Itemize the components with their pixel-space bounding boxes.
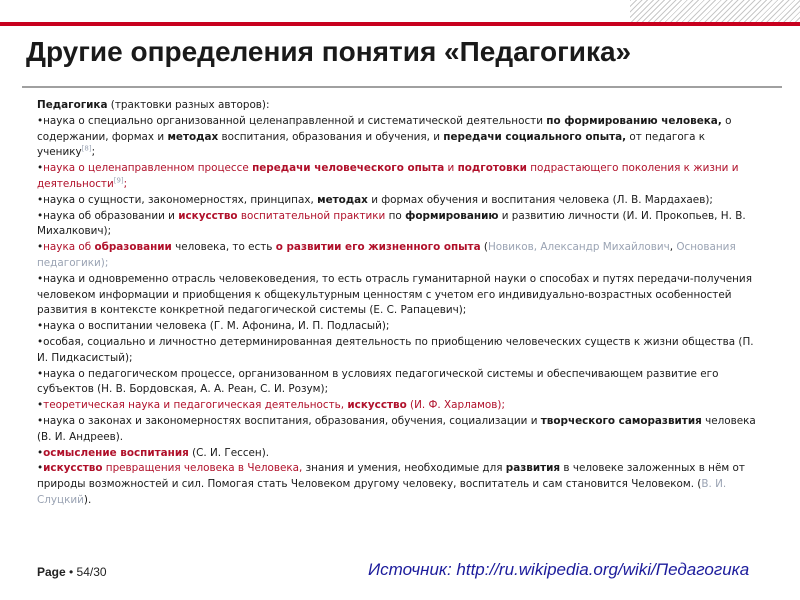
def1-bold-d: методах [167, 130, 219, 143]
page-label: Page [37, 565, 66, 579]
def1-bold-b: по формированию человека, [546, 114, 722, 127]
def11-text-c: человека (В. И. Андреев). [37, 414, 756, 443]
def1-text-a: •наука о специально организованной целенаправленной и систематической деятельности [37, 114, 547, 127]
definition-13 [37, 461, 765, 508]
def2-bullet: • [37, 162, 44, 175]
definition-5 [37, 240, 765, 272]
title-divider [22, 86, 782, 88]
def3-bold-b: методах [317, 193, 368, 206]
def1-text-e: воспитания, образования и обучения, и [218, 130, 444, 143]
definition-3 [37, 193, 765, 209]
def10-bullet: • [37, 399, 44, 412]
def1-text-g: от педагога к ученику [37, 130, 706, 159]
def12-bullet: • [37, 446, 44, 459]
definition-7: •наука о воспитании человека (Г. М. Афонина, И. П. Подласый); [37, 320, 390, 333]
def5-text-d: человека, то есть [171, 241, 276, 254]
def4-text-f: и развитию личности (И. И. Прокопьев, Н. В. Михалкович); [37, 209, 746, 238]
def10-link-b[interactable]: теоретическая наука и педагогическая деятельность, [43, 399, 348, 412]
def4-link-b[interactable]: искусство [178, 209, 238, 222]
def5-link-c[interactable]: образовании [94, 241, 172, 254]
def12-link-b[interactable]: осмысление воспитания [43, 446, 189, 459]
page-value: • 54/30 [65, 565, 107, 579]
def11-bold-b: творческого саморазвития [540, 414, 702, 427]
def13-bullet: • [37, 462, 44, 475]
def13-text-d: знания и умения, необходимые для [302, 462, 506, 475]
definition-2 [37, 161, 765, 193]
def5-bullet: • [37, 241, 44, 254]
def13-text-f: в человеке заложенных в нём от природы возможностей и сил. Помогая стать Человеком другому человеку, воспитатель и сам становится Человеком. ( [37, 462, 745, 491]
definition-1 [37, 114, 765, 161]
definition-12 [37, 446, 765, 462]
def5-link-b[interactable]: наука об [43, 241, 95, 254]
definition-6: •наука и одновременно отрасль человековедения, то есть отрасль гуманитарной науки о способах и путях передачи-получения человеком информации и приобщения к общекультурным ценностям с учетом его индивидуально-возрастных особенностей развития в контексте конкретной педагогической системы (Е. С. Рапацевич); [37, 272, 752, 317]
intro-term: Педагогика [37, 99, 108, 111]
intro-line [37, 98, 765, 114]
def10-link-d[interactable]: (И. Ф. Харламов); [406, 399, 505, 412]
definition-11 [37, 414, 765, 446]
def1-text-h: ; [91, 146, 96, 159]
def5-link-e[interactable]: о развитии его жизненного опыта [275, 241, 481, 254]
slide-title: Другие определения понятия «Педагогика» [26, 36, 632, 67]
def1-footnote-link[interactable]: [8] [81, 144, 92, 153]
def2-link-b[interactable]: наука о целенаправленном процессе [43, 162, 253, 175]
def11-text-a: •наука о законах и закономерностях воспитания, образования, обучения, социализации и [37, 414, 541, 427]
corner-hatch-decoration [630, 0, 800, 22]
def2-footnote-link[interactable]: [9] [113, 176, 124, 185]
def13-bold-e: развития [505, 462, 561, 475]
definitions-body [37, 98, 765, 509]
intro-rest: (трактовки разных авторов): [107, 99, 270, 111]
def13-link-b[interactable]: искусство [43, 462, 103, 475]
def3-text-a: •наука о сущности, закономерностях, принципах, [37, 193, 318, 206]
def2-link-c[interactable]: передачи человеческого опыта [252, 162, 445, 175]
def10-link-c[interactable]: искусство [347, 399, 407, 412]
def4-text-d: по [385, 209, 406, 222]
def5-book-link[interactable]: Основания педагогики [37, 241, 736, 269]
def2-link-d[interactable]: и [444, 162, 458, 175]
def2-link-f[interactable]: подрастающего поколения к жизни и деятельности [37, 162, 739, 190]
definition-10 [37, 398, 765, 414]
definition-4 [37, 209, 765, 241]
def3-text-c: и формах обучения и воспитания человека (Л. В. Мардахаев); [367, 193, 713, 206]
def5-text-f: ( [480, 241, 488, 254]
def2-text-h: ; [123, 177, 128, 190]
def4-link-c[interactable]: воспитательной практики [237, 209, 386, 222]
def5-author-link[interactable]: Новиков, Александр Михайлович [487, 241, 670, 254]
definition-9: •наука о педагогическом процессе, организованном в условиях педагогической системы и обеспечивающем развитие его субъектов (Н. В. Бордовская, А. А. Реан, С. И. Розум); [37, 367, 719, 396]
source-link[interactable]: Источник: http://ru.wikipedia.org/wiki/Педагогика [368, 560, 750, 579]
def1-text-c: о содержании, формах и [37, 114, 732, 143]
def4-bold-e: формированию [405, 209, 499, 222]
def4-text-a: •наука об образовании и [37, 209, 179, 222]
def12-text-c: (С. И. Гессен). [188, 446, 270, 459]
def5-text-j: ); [100, 256, 109, 269]
def13-author-link[interactable]: В. И. Слуцкий [37, 478, 727, 506]
header-accent-bar [0, 22, 800, 26]
def13-text-h: ). [83, 493, 92, 506]
def2-link-e[interactable]: подготовки [457, 162, 527, 175]
page-number [37, 565, 107, 579]
def5-text-h: , [669, 241, 677, 254]
definition-8: •особая, социально и личностно детерминированная деятельность по приобщению человеческих существ к жизни общества (П. И. Пидкасистый); [37, 335, 754, 364]
def1-bold-f: передачи социального опыта, [443, 130, 627, 143]
def13-link-c[interactable]: превращения человека в Человека, [102, 462, 303, 475]
